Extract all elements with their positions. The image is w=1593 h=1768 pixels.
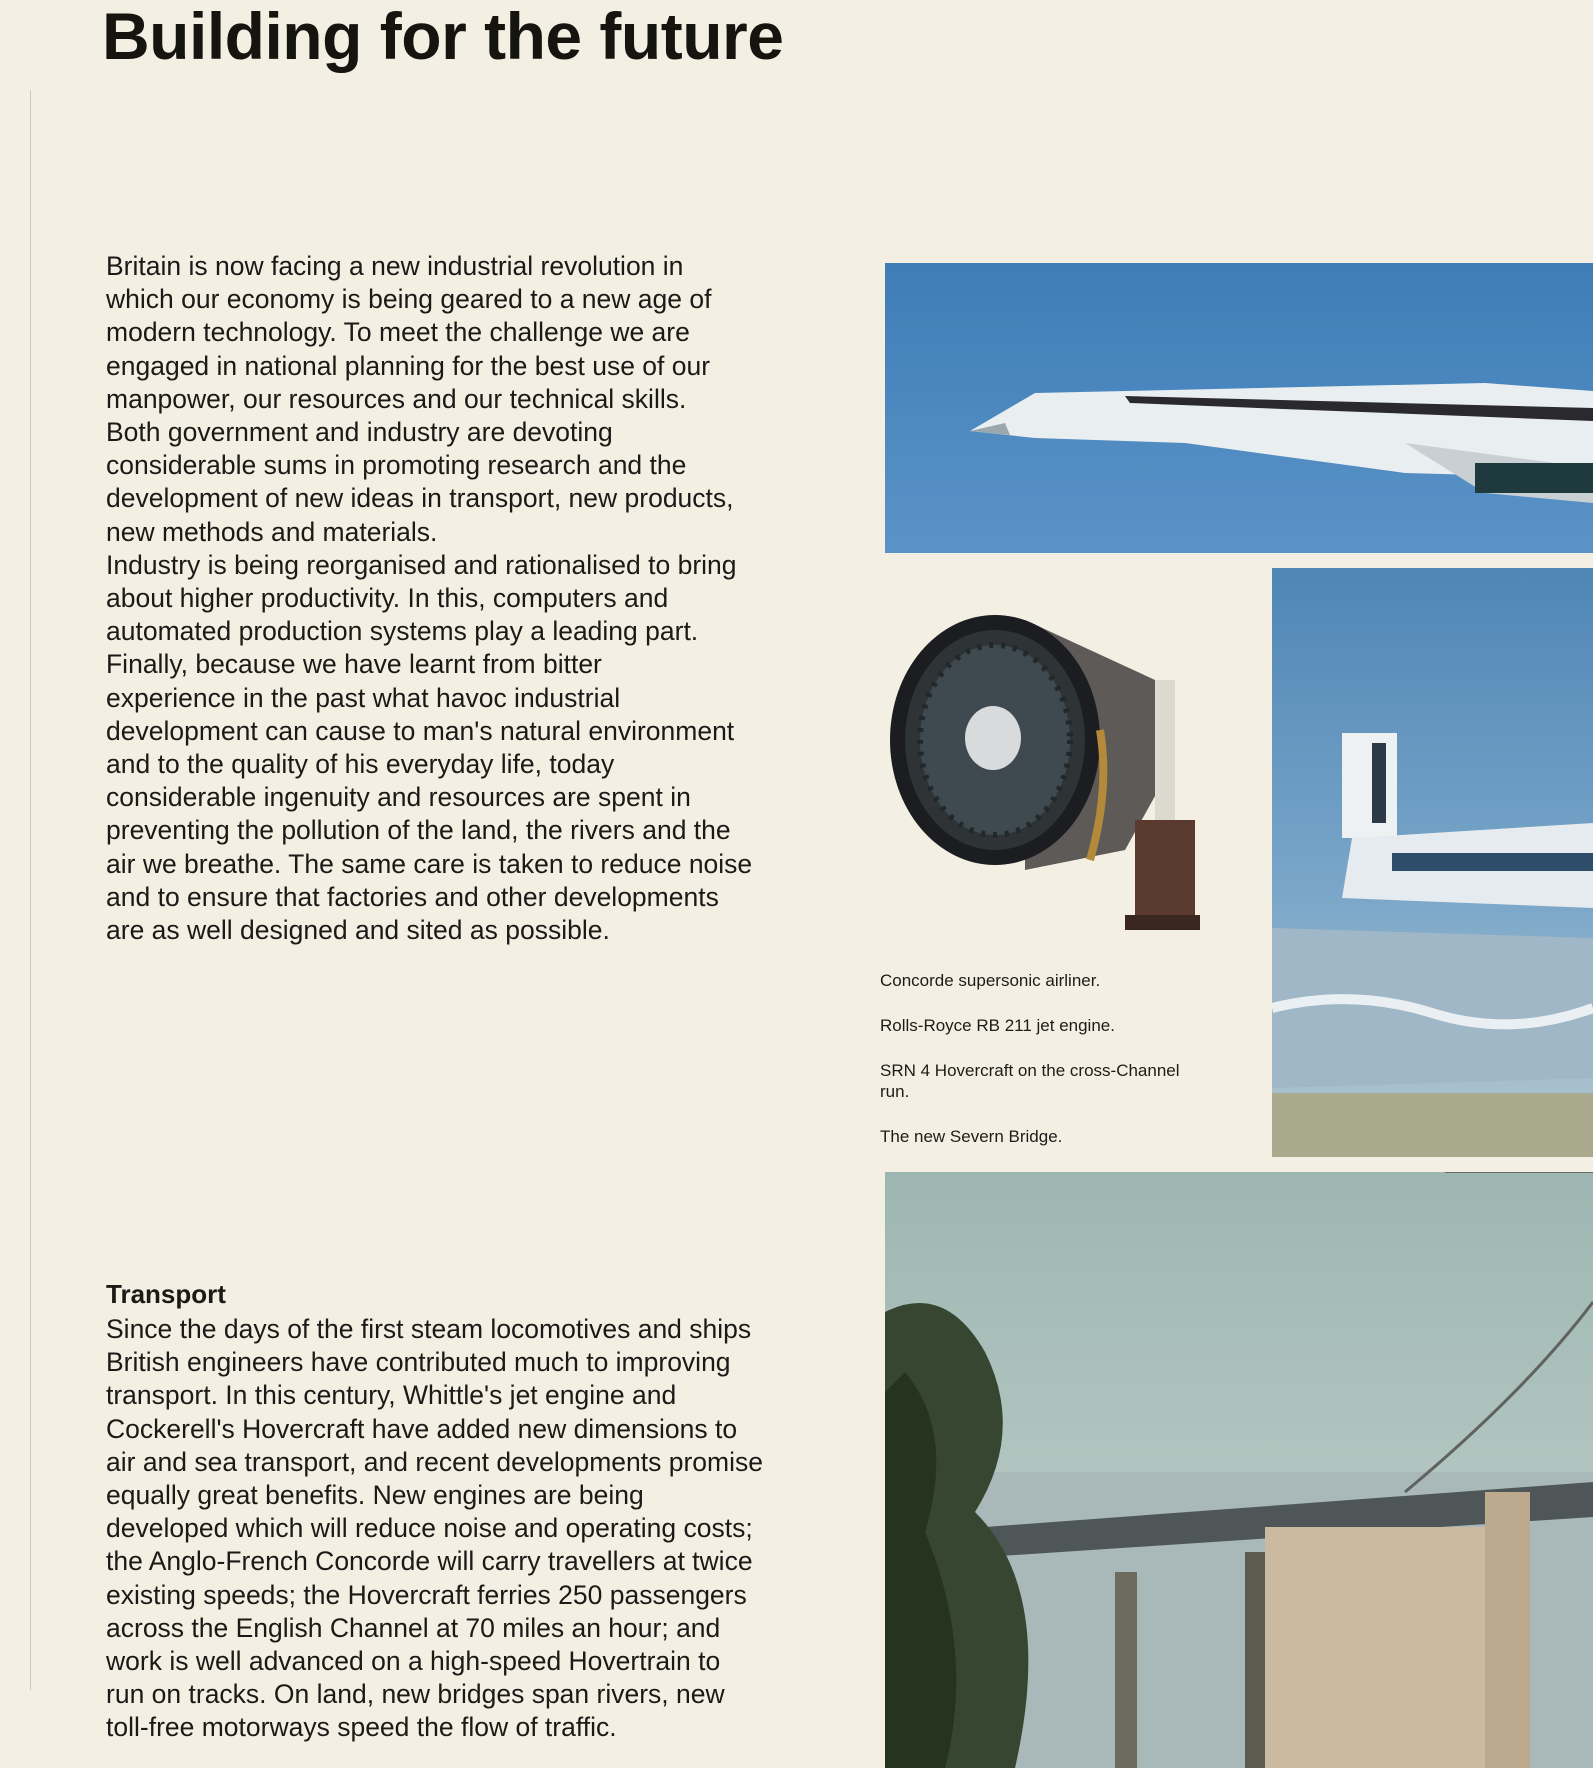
concorde-photo [885, 263, 1593, 553]
intro-line: Industry is being reorganised and rationalised to bring [106, 549, 737, 580]
intro-line: which our economy is being geared to a new age of [106, 284, 712, 315]
hovercraft-photo [1272, 568, 1593, 1157]
transport-line: air and sea transport, and recent developments promise [106, 1446, 763, 1477]
intro-line: new methods and materials. [106, 516, 438, 547]
intro-line: air we breathe. The same care is taken to reduce noise [106, 848, 753, 879]
transport-line: transport. In this century, Whittle's jet engine and [106, 1380, 677, 1411]
transport-line: equally great benefits. New engines are being [106, 1480, 644, 1511]
intro-line: engaged in national planning for the best use of our [106, 350, 711, 381]
transport-line: existing speeds; the Hovercraft ferries 250 passengers [106, 1579, 747, 1610]
intro-line: Both government and industry are devoting [106, 417, 613, 448]
transport-line: across the English Channel at 70 miles an hour; and [106, 1612, 721, 1643]
caption-bridge: The new Severn Bridge. [880, 1127, 1063, 1146]
caption-engine: Rolls-Royce RB 211 jet engine. [880, 1016, 1115, 1035]
intro-line: modern technology. To meet the challenge we are [106, 317, 690, 348]
intro-line: Britain is now facing a new industrial revolution in [106, 251, 684, 281]
intro-line: development of new ideas in transport, new products, [106, 483, 734, 514]
intro-line: are as well designed and sited as possible. [106, 915, 610, 946]
intro-line: considerable ingenuity and resources are spent in [106, 782, 691, 813]
intro-line: manpower, our resources and our technical skills. [106, 383, 687, 414]
photo-captions [880, 970, 1260, 1171]
intro-line: considerable sums in promoting research and the [106, 450, 687, 481]
page-gutter-line [30, 90, 31, 1690]
intro-line: development can cause to man's natural environment [106, 715, 735, 746]
intro-line: and to ensure that factories and other developments [106, 881, 719, 912]
transport-line: work is well advanced on a high-speed Hovertrain to [106, 1646, 721, 1677]
intro-line: and to the quality of his everyday life, today [106, 749, 615, 780]
severn-bridge-photo [885, 1172, 1593, 1768]
caption-hovercraft: SRN 4 Hovercraft on the cross-Channel run. [880, 1061, 1180, 1101]
caption-concorde: Concorde supersonic airliner. [880, 971, 1101, 990]
transport-line: Since the days of the first steam locomotives and ships [106, 1314, 752, 1344]
jet-engine-photo [885, 590, 1255, 950]
intro-paragraph [106, 250, 866, 947]
transport-line: developed which will reduce noise and operating costs; [106, 1513, 753, 1544]
page-title: Building for the future [102, 0, 784, 73]
intro-line: experience in the past what havoc industrial [106, 682, 621, 713]
transport-line: the Anglo-French Concorde will carry travellers at twice [106, 1546, 753, 1577]
intro-line: Finally, because we have learnt from bitter [106, 649, 602, 680]
intro-line: preventing the pollution of the land, the rivers and the [106, 815, 731, 846]
transport-paragraph [106, 1313, 866, 1745]
transport-heading: Transport [106, 1279, 226, 1309]
transport-line: toll-free motorways speed the flow of traffic. [106, 1712, 617, 1743]
transport-line: Cockerell's Hovercraft have added new dimensions to [106, 1413, 738, 1444]
intro-line: automated production systems play a leading part. [106, 616, 699, 647]
transport-line: run on tracks. On land, new bridges span rivers, new [106, 1679, 725, 1710]
intro-line: about higher productivity. In this, computers and [106, 583, 669, 614]
transport-line: British engineers have contributed much to improving [106, 1347, 731, 1378]
